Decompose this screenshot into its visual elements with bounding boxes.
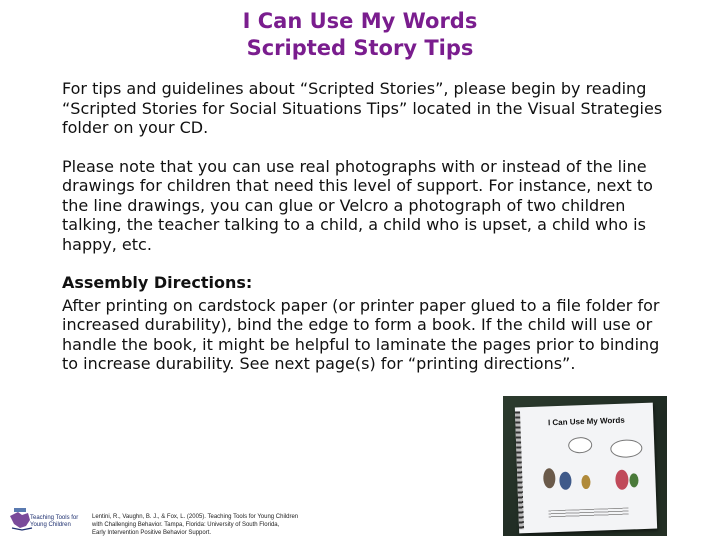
book-cover (515, 403, 657, 534)
page-title (0, 8, 720, 62)
title-line-2: Scripted Story Tips (246, 36, 474, 60)
book-cover-photo (503, 396, 667, 536)
logo-text: Teaching Tools for Young Children (30, 515, 79, 528)
child-figure-3 (581, 475, 590, 489)
paragraph-photographs-note: Please note that you can use real photographs with or instead of the line drawings for children that need this level of support. For instance, next to the line drawings, you can glue or Velcro a photograph of two children talking, the teacher talking to a child, a child who is upset, a child who is happy, etc. (62, 156, 653, 254)
child-figure-1 (543, 468, 556, 488)
citation-line-2: with Challenging Behavior. Tampa, Florida: University of South Florida, (92, 522, 280, 528)
book-cover-title: I Can Use My Words (547, 415, 625, 428)
citation (92, 513, 312, 537)
cover-caption-lines (548, 508, 628, 519)
citation-line-1: Lentini, R., Vaughn, B. J., & Fox, L. (2005). Teaching Tools for Young Children (92, 514, 299, 520)
spiral-binding (515, 411, 524, 529)
assembly-directions-heading: Assembly Directions: (62, 273, 253, 292)
citation-line-3: Early Intervention Positive Behavior Support. (92, 530, 212, 536)
speech-bubble-left (568, 437, 593, 454)
child-figure-2 (559, 472, 572, 490)
paragraph-assembly-directions: After printing on cardstock paper (or printer paper glued to a file folder for increased durability), bind the edge to form a book. If the child will use or handle the book, it might be helpful to laminate the pages prior to binding to increase durability. See next page(s) for “printing directions”. (62, 295, 660, 373)
title-line-1: I Can Use My Words (242, 9, 478, 33)
child-figure-4 (615, 470, 629, 490)
child-figure-5 (629, 473, 638, 487)
body-content (62, 79, 667, 374)
speech-bubble-right (610, 439, 643, 458)
paragraph-tips-guidelines: For tips and guidelines about “Scripted Stories”, please begin by reading “Scripted Stories for Social Situations Tips” located in the Visual Strategies folder on your CD. (62, 79, 663, 137)
